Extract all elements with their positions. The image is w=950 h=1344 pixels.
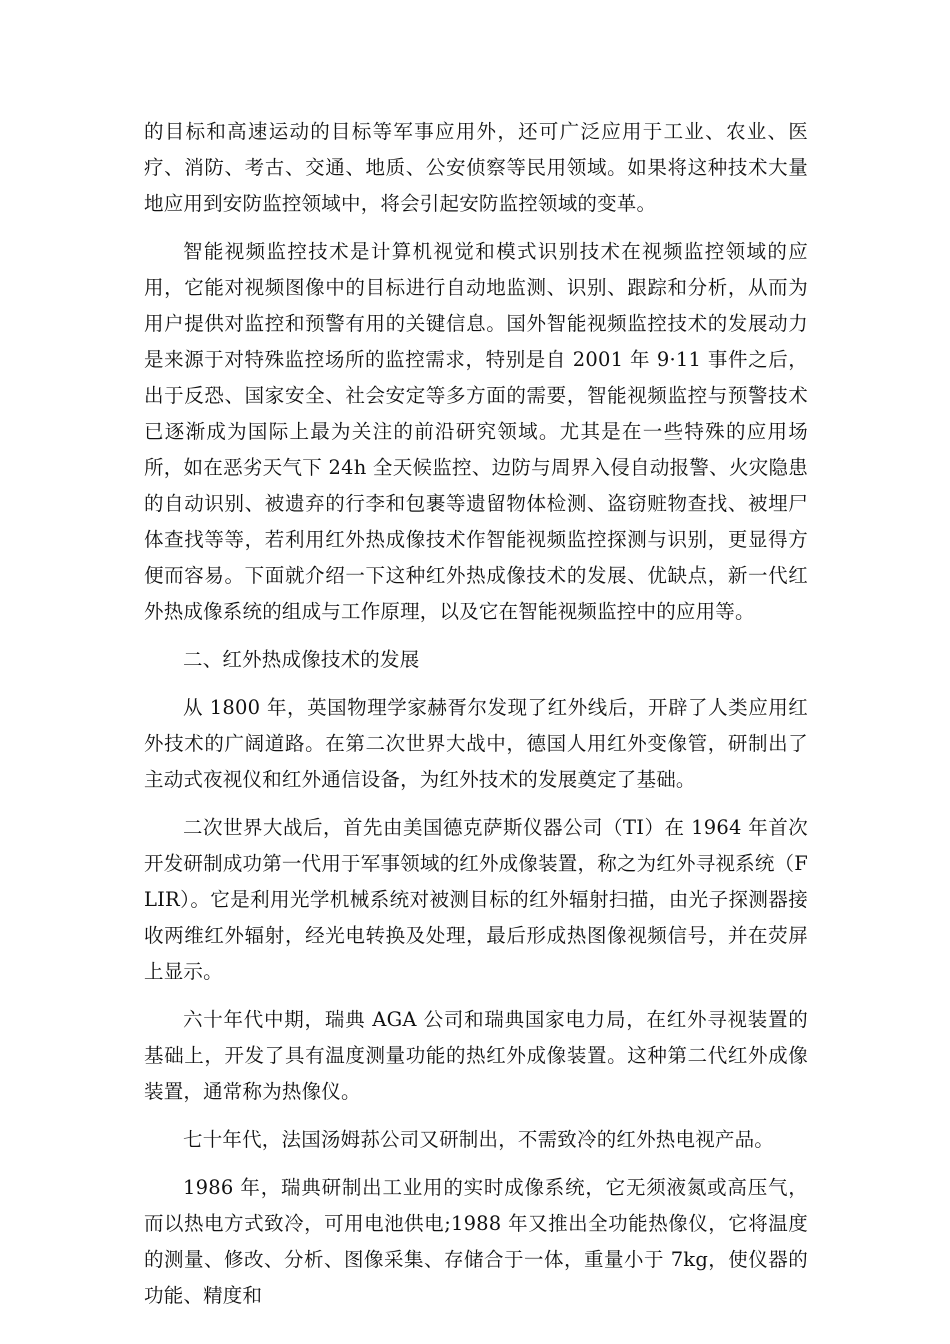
paragraph-5: 六十年代中期，瑞典 AGA 公司和瑞典国家电力局，在红外寻视装置的基础上，开发了具有温度测量功能的热红外成像装置。这种第二代红外成像装置，通常称为热像仪。 bbox=[144, 1008, 808, 1103]
paragraph-4: 二次世界大战后，首先由美国德克萨斯仪器公司（TI）在 1964 年首次开发研制成功第一代用于军事领域的红外成像装置，称之为红外寻视系统（FLIR）。它是利用光学机械系统对被测目标的红外辐射扫描，由光子探测器接收两维红外辐射，经光电转换及处理，最后形成热图像视频信号，并在荧屏上显示。 bbox=[144, 816, 808, 983]
paragraph-1: 的目标和高速运动的目标等军事应用外，还可广泛应用于工业、农业、医疗、消防、考古、交通、地质、公安侦察等民用领域。如果将这种技术大量地应用到安防监控领域中，将会引起安防监控领域的变革。 bbox=[144, 120, 808, 215]
section-heading: 二、红外热成像技术的发展 bbox=[183, 648, 420, 671]
paragraph-2: 智能视频监控技术是计算机视觉和模式识别技术在视频监控领域的应用，它能对视频图像中的目标进行自动地监测、识别、跟踪和分析，从而为用户提供对监控和预警有用的关键信息。国外智能视频监控技术的发展动力是来源于对特殊监控场所的监控需求，特别是自 2001 年 9·11 事件之后，出于反恐、国家安全、社会安定等多方面的需要，智能视频监控与预警技术已逐渐成为国际上最为关注的前沿研究领域。尤其是在一些特殊的应用场所，如在恶劣天气下 24h 全天候监控、边防与周界入侵自动报警、火灾隐患的自动识别、被遗弃的行李和包裹等遗留物体检测、盗窃赃物查找、被埋尸体查找等等，若利用红外热成像技术作智能视频监控探测与识别，更显得方便而容易。下面就介绍一下这种红外热成像技术的发展、优缺点，新一代红外热成像系统的组成与工作原理，以及它在智能视频监控中的应用等。 bbox=[144, 240, 808, 623]
paragraph-3: 从 1800 年，英国物理学家赫胥尔发现了红外线后，开辟了人类应用红外技术的广阔道路。在第二次世界大战中，德国人用红外变像管，研制出了主动式夜视仪和红外通信设备，为红外技术的发展奠定了基础。 bbox=[144, 696, 808, 791]
paragraph-7: 1986 年，瑞典研制出工业用的实时成像系统，它无须液氮或高压气，而以热电方式致冷，可用电池供电;1988 年又推出全功能热像仪，它将温度的测量、修改、分析、图像采集、存储合于一体，重量小于 7kg，使仪器的功能、精度和 bbox=[144, 1176, 808, 1307]
document-body bbox=[144, 114, 808, 1326]
paragraph-6: 七十年代，法国汤姆荪公司又研制出，不需致冷的红外热电视产品。 bbox=[183, 1128, 775, 1151]
